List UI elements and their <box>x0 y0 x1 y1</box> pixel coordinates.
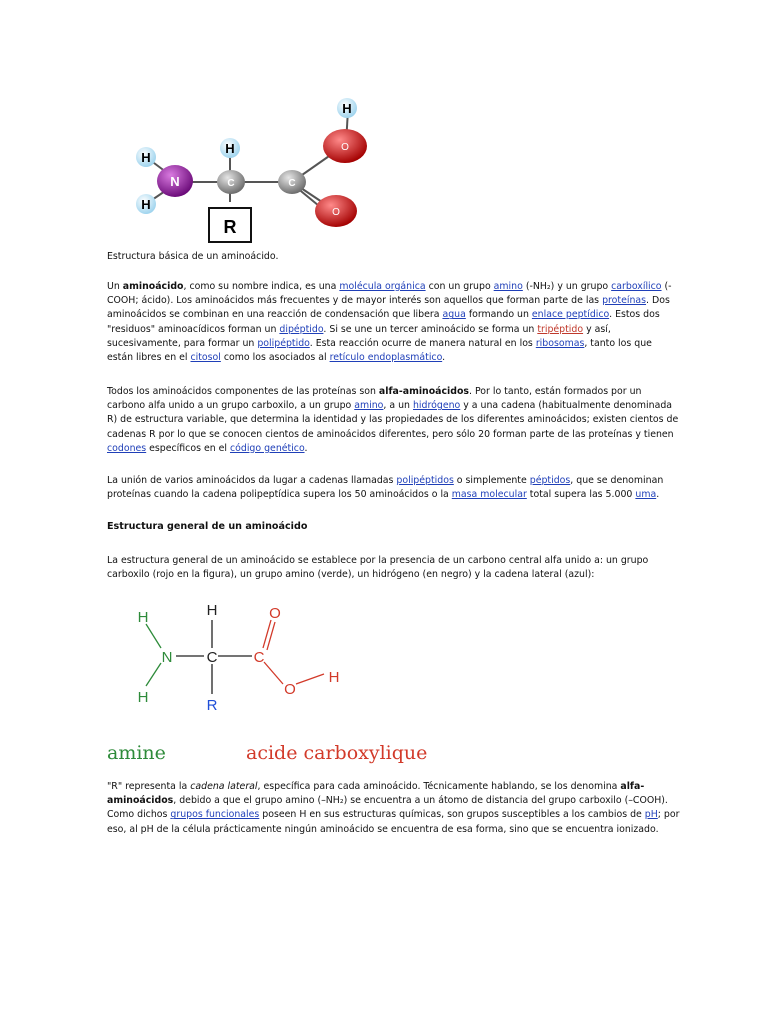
text-run: , específica para cada aminoácido. Técnicamente hablando, se los denomina <box>257 781 621 792</box>
text-run: Un <box>107 281 123 292</box>
hyperlink[interactable]: ribosomas <box>535 337 585 349</box>
text-line <box>107 399 673 413</box>
paragraph-general-structure <box>107 554 667 582</box>
text-run: . <box>656 489 660 501</box>
r-group-label: R <box>223 217 237 237</box>
hyperlink[interactable]: citosol <box>190 352 221 364</box>
text-run: R) de estructura variable, que determina la identidad y las propiedades de los diferentes aminoácidos; existen cientos de <box>107 414 679 426</box>
hyperlink[interactable]: pH <box>644 809 658 821</box>
text-run: y así, <box>583 323 611 335</box>
text-run: total supera las 5.000 <box>526 489 636 501</box>
atom-label: O <box>269 605 281 622</box>
text-line <box>107 308 667 322</box>
hyperlink[interactable]: péptidos <box>529 475 571 486</box>
text-run: , que se denominan <box>570 475 664 486</box>
text-run: están libres en el <box>107 352 191 364</box>
hyperlink[interactable]: código genético <box>229 442 305 454</box>
atom-label: O <box>284 681 296 698</box>
text-run: y a una cadena (habitualmente denominada <box>460 400 673 412</box>
hyperlink[interactable]: tripéptido <box>537 323 584 335</box>
text-run: COOH; ácido). Los aminoácidos más frecuentes y de mayor interés son aquellos que forman parte de las <box>107 295 603 307</box>
text-run: , como su nombre indica, es una <box>183 281 340 292</box>
amine-label: amine <box>107 742 166 764</box>
text-line <box>107 428 674 442</box>
italic-term: cadena lateral <box>190 781 258 792</box>
text-line <box>107 808 680 822</box>
bold-term: aminoácido <box>122 281 184 292</box>
text-run: La estructura general de un aminoácido se establece por la presencia de un carbono central alfa unido a: un grupo <box>107 555 649 566</box>
text-run: . Por lo tanto, están formados por un <box>469 386 642 397</box>
paragraph-intro <box>107 280 672 365</box>
atom-label: H <box>137 609 149 626</box>
text-run: . Si se une un tercer aminoácido se forma un <box>323 323 538 335</box>
text-run: carboxilo (rojo en la figura), un grupo amino (verde), un hidrógeno (en negro) y la cadena lateral (azul): <box>107 569 595 581</box>
text-run: , tanto los que <box>584 337 652 349</box>
text-line <box>107 488 667 502</box>
atom-label: N <box>161 649 173 666</box>
hyperlink[interactable]: polipéptidos <box>396 475 454 486</box>
text-run: eso, al pH de la célula prácticamente ningún aminoácido se encuentra de esa forma, sino que se encuentra ionizado. <box>107 823 659 835</box>
hyperlink[interactable]: grupos funcionales <box>170 809 260 821</box>
bold-term: alfa-aminoácidos <box>378 386 469 397</box>
text-run: o simplemente <box>453 475 530 486</box>
text-run: , a un <box>383 400 413 412</box>
text-run: cadenas R por lo que se conocen cientos de aminoácidos diferentes, pero sólo 20 forman parte de las proteínas y tienen <box>107 428 674 440</box>
text-run: . Estos dos <box>609 309 660 321</box>
text-run: Como dichos <box>107 809 171 821</box>
text-line <box>107 794 667 808</box>
text-line <box>107 385 667 399</box>
text-run: aminoácidos se combinan en una reacción de condensación que libera <box>107 309 443 321</box>
atom-label: H <box>328 669 340 686</box>
text-line <box>107 442 667 456</box>
hyperlink[interactable]: enlace peptídico <box>531 309 610 321</box>
atom-label: C <box>253 649 265 666</box>
hyperlink[interactable]: uma <box>635 489 657 501</box>
text-run: La unión de varios aminoácidos da lugar a cadenas llamadas <box>107 475 397 486</box>
hyperlink[interactable]: polipéptido <box>257 337 310 349</box>
atom-label: H <box>342 101 352 116</box>
atom-label: H <box>225 141 235 156</box>
text-run: (-NH₂) y un grupo <box>522 281 612 292</box>
text-run: ; por <box>657 809 680 821</box>
text-line <box>107 554 667 568</box>
hyperlink[interactable]: codones <box>107 442 147 454</box>
text-run: "residuos" aminoacídicos forman un <box>107 323 280 335</box>
text-line <box>107 323 667 337</box>
atom-label: R <box>206 697 218 714</box>
text-line <box>107 780 667 794</box>
atom-label: H <box>141 197 151 212</box>
text-run: formando un <box>465 309 532 321</box>
text-run: proteínas cuando la cadena polipeptídica supera los 50 aminoácidos o la <box>107 489 452 501</box>
hyperlink[interactable]: amino <box>354 400 384 412</box>
text-line <box>107 413 679 427</box>
text-line <box>107 823 667 837</box>
figure-caption: Estructura básica de un aminoácido. <box>107 251 279 262</box>
text-run: (- <box>661 281 672 292</box>
hyperlink[interactable]: masa molecular <box>451 489 527 501</box>
bold-term: alfa- <box>620 781 645 792</box>
hyperlink[interactable]: agua <box>442 309 466 321</box>
text-run: con un grupo <box>425 281 494 292</box>
text-line <box>107 568 667 582</box>
paragraph-peptides <box>107 474 667 502</box>
text-run: . <box>442 352 446 364</box>
text-run: . Dos <box>646 295 670 307</box>
amino-acid-3d-figure <box>120 92 380 252</box>
text-run: carbono alfa unido a un grupo carboxilo, a un grupo <box>107 400 355 412</box>
text-run: , debido a que el grupo amino (–NH₂) se encuentra a un átomo de distancia del grupo carboxilo (–COOH). <box>173 795 668 807</box>
atom-label: C <box>227 178 235 189</box>
paragraph-alpha-amino-acids <box>107 385 679 456</box>
atom-label: N <box>170 174 180 189</box>
section-heading: Estructura general de un aminoácido <box>107 521 308 532</box>
hyperlink[interactable]: carboxílico <box>611 281 662 292</box>
text-line <box>107 474 667 488</box>
text-run: como los asociados al <box>220 352 330 364</box>
bold-term: aminoácidos <box>107 795 174 807</box>
text-run: poseen H en sus estructuras químicas, son grupos susceptibles a los cambios de <box>259 809 645 821</box>
paragraph-r-group <box>107 780 680 837</box>
text-line <box>107 294 670 308</box>
atom-label: O <box>332 207 340 218</box>
text-line <box>107 351 667 365</box>
hyperlink[interactable]: proteínas <box>602 295 647 307</box>
hyperlink[interactable]: hidrógeno <box>412 400 461 412</box>
text-run: específicos en el <box>146 442 230 454</box>
amino-acid-structural-formula <box>128 598 368 718</box>
text-line <box>107 337 667 351</box>
atom-label: H <box>206 602 218 619</box>
atom-label: H <box>137 689 149 706</box>
text-run: sucesivamente, para formar un <box>107 337 258 349</box>
hyperlink[interactable]: dipéptido <box>279 323 324 335</box>
hyperlink[interactable]: amino <box>493 281 523 292</box>
atom-label: H <box>141 150 151 165</box>
text-run: "R" representa la <box>107 781 191 792</box>
text-run: . <box>304 442 308 454</box>
atom-label: C <box>288 178 296 189</box>
text-run: Todos los aminoácidos componentes de las proteínas son <box>107 386 379 397</box>
atom-label: C <box>206 649 218 666</box>
atom-label: O <box>341 142 349 153</box>
hyperlink[interactable]: molécula orgánica <box>339 281 426 292</box>
text-line <box>107 280 672 294</box>
hyperlink[interactable]: retículo endoplasmático <box>329 352 443 364</box>
text-run: . Esta reacción ocurre de manera natural en los <box>309 337 536 349</box>
carboxylic-acid-label: acide carboxylique <box>246 742 428 764</box>
